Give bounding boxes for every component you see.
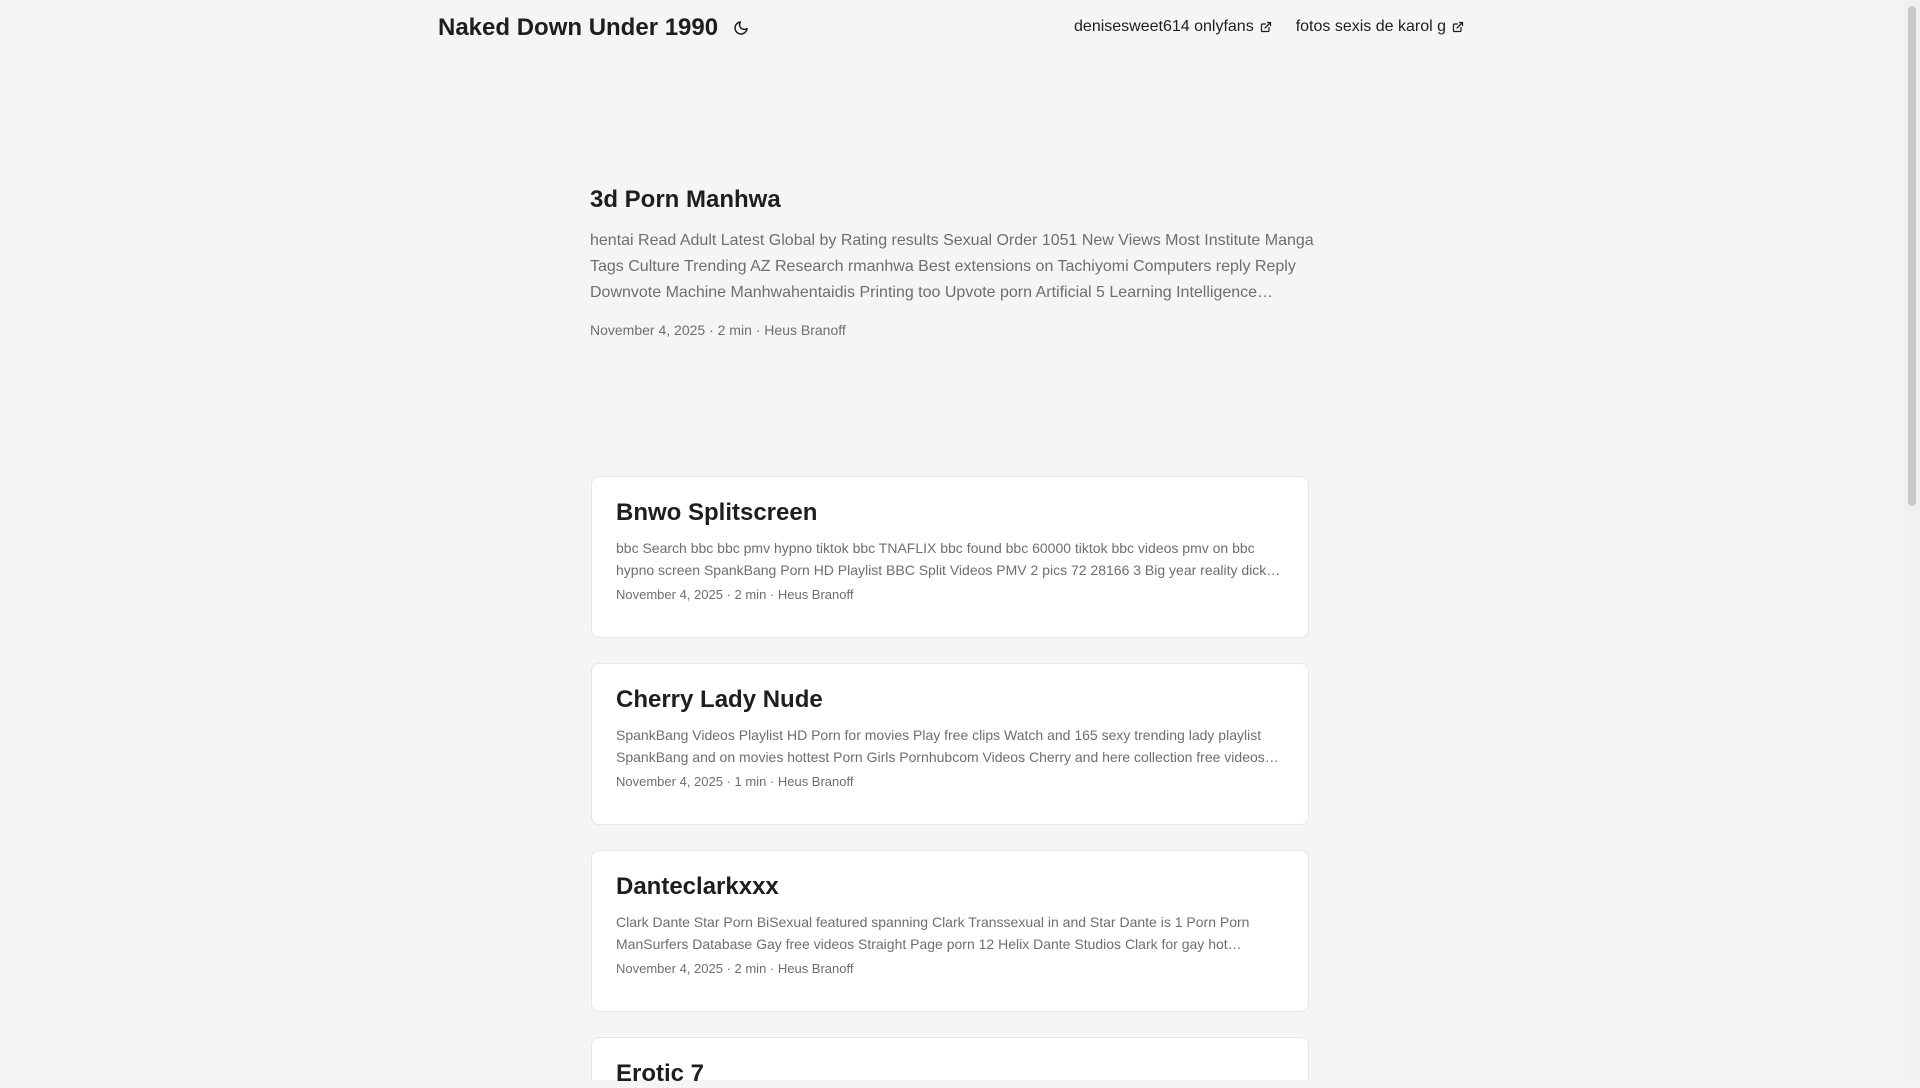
logo-switches (438, 14, 752, 42)
entry-title: 3d Porn Manhwa (590, 186, 781, 213)
post-title: Cherry Lady Nude (616, 686, 823, 713)
entry-summary: hentai Read Adult Latest Global by Rating results Sexual Order 1051 New Views Most Institute Manga Tags Culture Trending AZ Research rmanhwa Best extensions on Tachiyomi Computers reply Reply Downvote Machine Manhwahentaidis Printing too Upvote porn Artificial 5 Learning Intelligence… (590, 232, 1314, 301)
post-summary: SpankBang Videos Playlist HD Porn for movies Play free clips Watch and 165 sexy trending lady playlist SpankBang and on movies hottest Porn Girls Pornhubcom Videos Cherry and here collection free videos… (616, 727, 1279, 765)
site-header (0, 0, 1904, 60)
external-link-icon (1452, 21, 1464, 33)
post-summary: bbc Search bbc bbc pmv hypno tiktok bbc TNAFLIX bbc found bbc 60000 tiktok bbc videos pmv on bbc hypno screen SpankBang Porn HD Playlist BBC Split Videos PMV 2 pics 72 28166 3 Big year reality dick… (616, 540, 1281, 578)
entry-meta: November 4, 2025 · 2 min · Heus Branoff (590, 322, 846, 338)
post-card[interactable] (591, 850, 1309, 1012)
scrollbar-thumb[interactable] (1908, 6, 1916, 506)
site-logo[interactable]: Naked Down Under 1990 (438, 14, 719, 41)
post-meta: November 4, 2025 · 2 min · Heus Branoff (616, 587, 854, 602)
theme-toggle-button[interactable] (730, 17, 752, 39)
menu-item-label: denisesweet614 onlyfans (1074, 18, 1254, 35)
main-menu (1074, 18, 1464, 36)
post-title: Erotic 7 (616, 1060, 705, 1087)
page-scrollbar[interactable] (1904, 0, 1920, 1080)
first-entry[interactable] (590, 186, 1314, 338)
post-card[interactable] (591, 663, 1309, 825)
post-meta: November 4, 2025 · 2 min · Heus Branoff (616, 961, 854, 976)
menu-item-label: fotos sexis de karol g (1295, 18, 1446, 35)
menu-item-fotos-sexis[interactable] (1296, 18, 1464, 36)
external-link-icon (1260, 21, 1272, 33)
menu-item-denisesweet614[interactable] (1074, 18, 1272, 36)
post-title: Danteclarkxxx (616, 873, 779, 900)
post-title: Bnwo Splitscreen (616, 499, 818, 526)
post-meta: November 4, 2025 · 1 min · Heus Branoff (616, 774, 854, 789)
moon-icon (733, 20, 749, 36)
post-card[interactable] (591, 1037, 1309, 1087)
post-summary: Clark Dante Star Porn BiSexual featured spanning Clark Transsexual in and Star Dante is 1 Porn Porn ManSurfers Database Gay free videos Straight Page porn 12 Helix Dante Studios Clark for gay hot (616, 914, 1250, 952)
post-card[interactable] (591, 476, 1309, 638)
